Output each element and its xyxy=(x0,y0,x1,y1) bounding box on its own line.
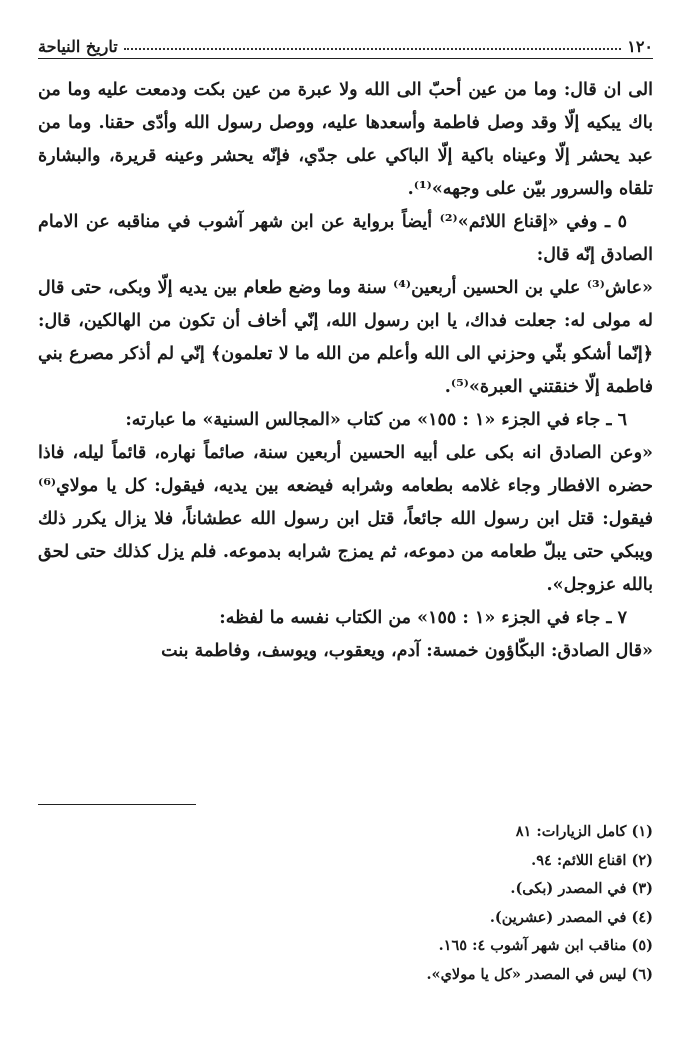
footnote: (٥) مناقب ابن شهر آشوب ٤: ١٦٥. xyxy=(438,937,653,954)
header-dot-leader xyxy=(124,48,621,50)
footnote: (١) كامل الزيارات: ٨١ xyxy=(515,823,653,840)
paragraph: الى ان قال: وما من عين أحبّ الى الله ولا عبرة من عين بكت ودمعت عليه وما من باك يبكيه إلّا وقد وصل فاطمة وأسعدها عليه، ووصل رسول الله وأدّى حقنا. وما من عبد يحشر إلّا وعيناه باكية إلّا الباكي على جدّي، فإنّه يحشر وعينه قريرة، والبشارة تلقاه والسرور بيّن على وجهه»⁽¹⁾. xyxy=(38,80,653,199)
paragraph: ٦ ـ جاء في الجزء «١ : ١٥٥» من كتاب «المجالس السنية» ما عبارته: xyxy=(125,410,627,430)
footnote: (٣) في المصدر (بكى). xyxy=(510,880,653,897)
chapter-title: تاريخ النياحة xyxy=(38,37,118,56)
paragraph: ٧ ـ جاء في الجزء «١ : ١٥٥» من الكتاب نفسه ما لفظه: xyxy=(219,608,627,628)
footnote: (٤) في المصدر (عشرين). xyxy=(489,908,653,926)
paragraph: ٥ ـ وفي «إقناع اللائم»⁽²⁾ أيضاً برواية عن ابن شهر آشوب في مناقبه عن الامام الصادق إنّه قال: xyxy=(38,212,653,265)
footnote: (٦) ليس في المصدر «كل يا مولاي». xyxy=(426,965,653,983)
footnotes xyxy=(38,818,653,989)
paragraph: «قال الصادق: البكّاؤون خمسة: آدم، ويعقوب، ويوسف، وفاطمة بنت xyxy=(161,641,653,661)
main-text xyxy=(38,74,653,668)
paragraph: «وعن الصادق انه بكى على أبيه الحسين أربعين سنة، صائماً نهاره، قائماً ليله، فاذا حضره الافطار وجاء غلامه بطعامه وشرابه فيضعه بين يديه، فيقول: كل يا مولاي⁽⁶⁾ فيقول: قتل ابن رسول الله جائعاً، قتل ابن رسول الله عطشاناً، فلا يزال يكرر ذلك ويبكي حتى يبلّ طعامه من دموعه، ثم يمزج شرابه بدموعه. فلم يزل كذلك حتى لحق بالله عزوجل». xyxy=(38,443,653,595)
page-number: ١٢٠ xyxy=(627,37,653,56)
running-header xyxy=(38,30,653,59)
paragraph: «عاش⁽³⁾ علي بن الحسين أربعين⁽⁴⁾ سنة وما وضع طعام بين يديه إلّا وبكى، حتى قال له مولى له: جعلت فداك، يا ابن رسول الله، إنّي أخاف أن تكون من الهالكين، قال: ﴿إنّما أشكو بثّي وحزني الى الله وأعلم من الله ما لا تعلمون﴾ إنّي لم أذكر مصرع بني فاطمة إلّا خنقتني العبرة»⁽⁵⁾. xyxy=(38,278,653,397)
footnote: (٢) اقناع اللائم: ٩٤. xyxy=(531,851,653,869)
book-page xyxy=(38,0,653,1046)
footnote-separator xyxy=(38,804,196,805)
